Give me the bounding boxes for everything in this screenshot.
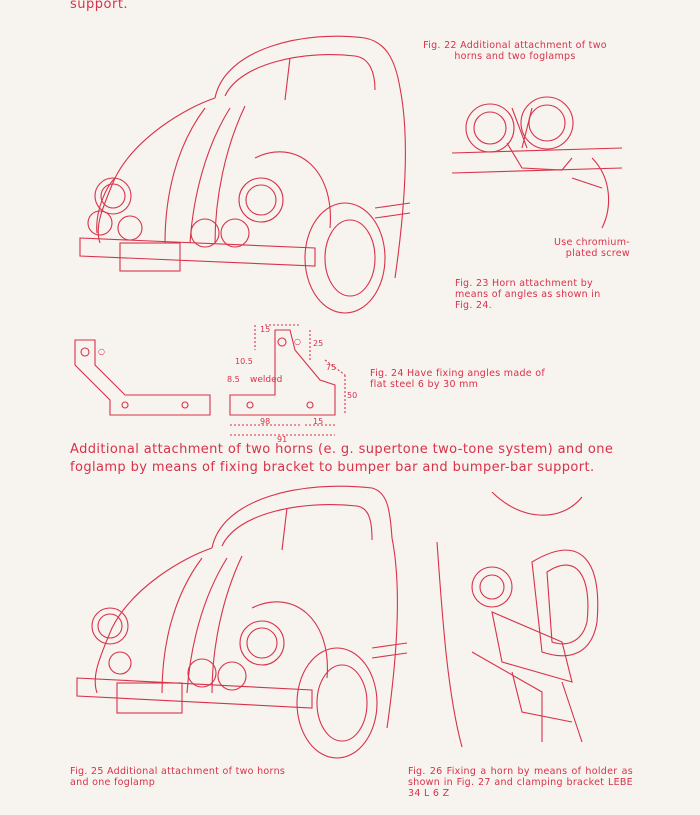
fig22-caption: Fig. 22 Additional attachment of two horns and two foglamps bbox=[423, 40, 607, 62]
dim-75: 75 bbox=[326, 363, 337, 372]
section-heading: Additional attachment of two horns (e. g. supertone two-tone system) and one foglamp by means of fixing bracket to bumper bar and bumper-bar support. bbox=[70, 442, 614, 475]
fig25-car-illustration bbox=[72, 478, 412, 768]
dim-10-5: 10.5 bbox=[235, 357, 253, 366]
hole-mark-right: ○ bbox=[294, 337, 301, 346]
dim-50: 50 bbox=[347, 391, 358, 400]
fig26-horn-illustration bbox=[432, 492, 632, 752]
fig24-caption: Fig. 24 Have fixing angles made of flat steel 6 by 30 mm bbox=[370, 368, 546, 390]
dim-25: 25 bbox=[313, 339, 324, 348]
dim-8-5: 8.5 bbox=[227, 375, 240, 384]
fig25-caption: Fig. 25 Additional attachment of two horns and one foglamp bbox=[70, 766, 286, 788]
fig24-angle-drawings bbox=[70, 320, 360, 445]
welded-label: welded bbox=[250, 375, 283, 385]
dim-91: 91 bbox=[277, 435, 288, 444]
hole-mark-left: ○ bbox=[98, 347, 105, 356]
dim-15b: 15 bbox=[313, 417, 324, 426]
fig22-car-illustration bbox=[75, 28, 415, 318]
fig26-caption: Fig. 26 Fixing a horn by means of holder as shown in Fig. 27 and clamping bracket LEBE 34 L 6 Z bbox=[408, 766, 633, 799]
dim-15: 15 bbox=[260, 325, 271, 334]
fig23-caption: Fig. 23 Horn attachment by means of angles as shown in Fig. 24. bbox=[455, 278, 601, 311]
fig22-detail-note: Use chromium-plated screw bbox=[553, 237, 630, 259]
continued-text: support. bbox=[70, 0, 129, 12]
dim-98: 98 bbox=[260, 417, 271, 426]
fig22-detail-illustration bbox=[452, 88, 632, 233]
